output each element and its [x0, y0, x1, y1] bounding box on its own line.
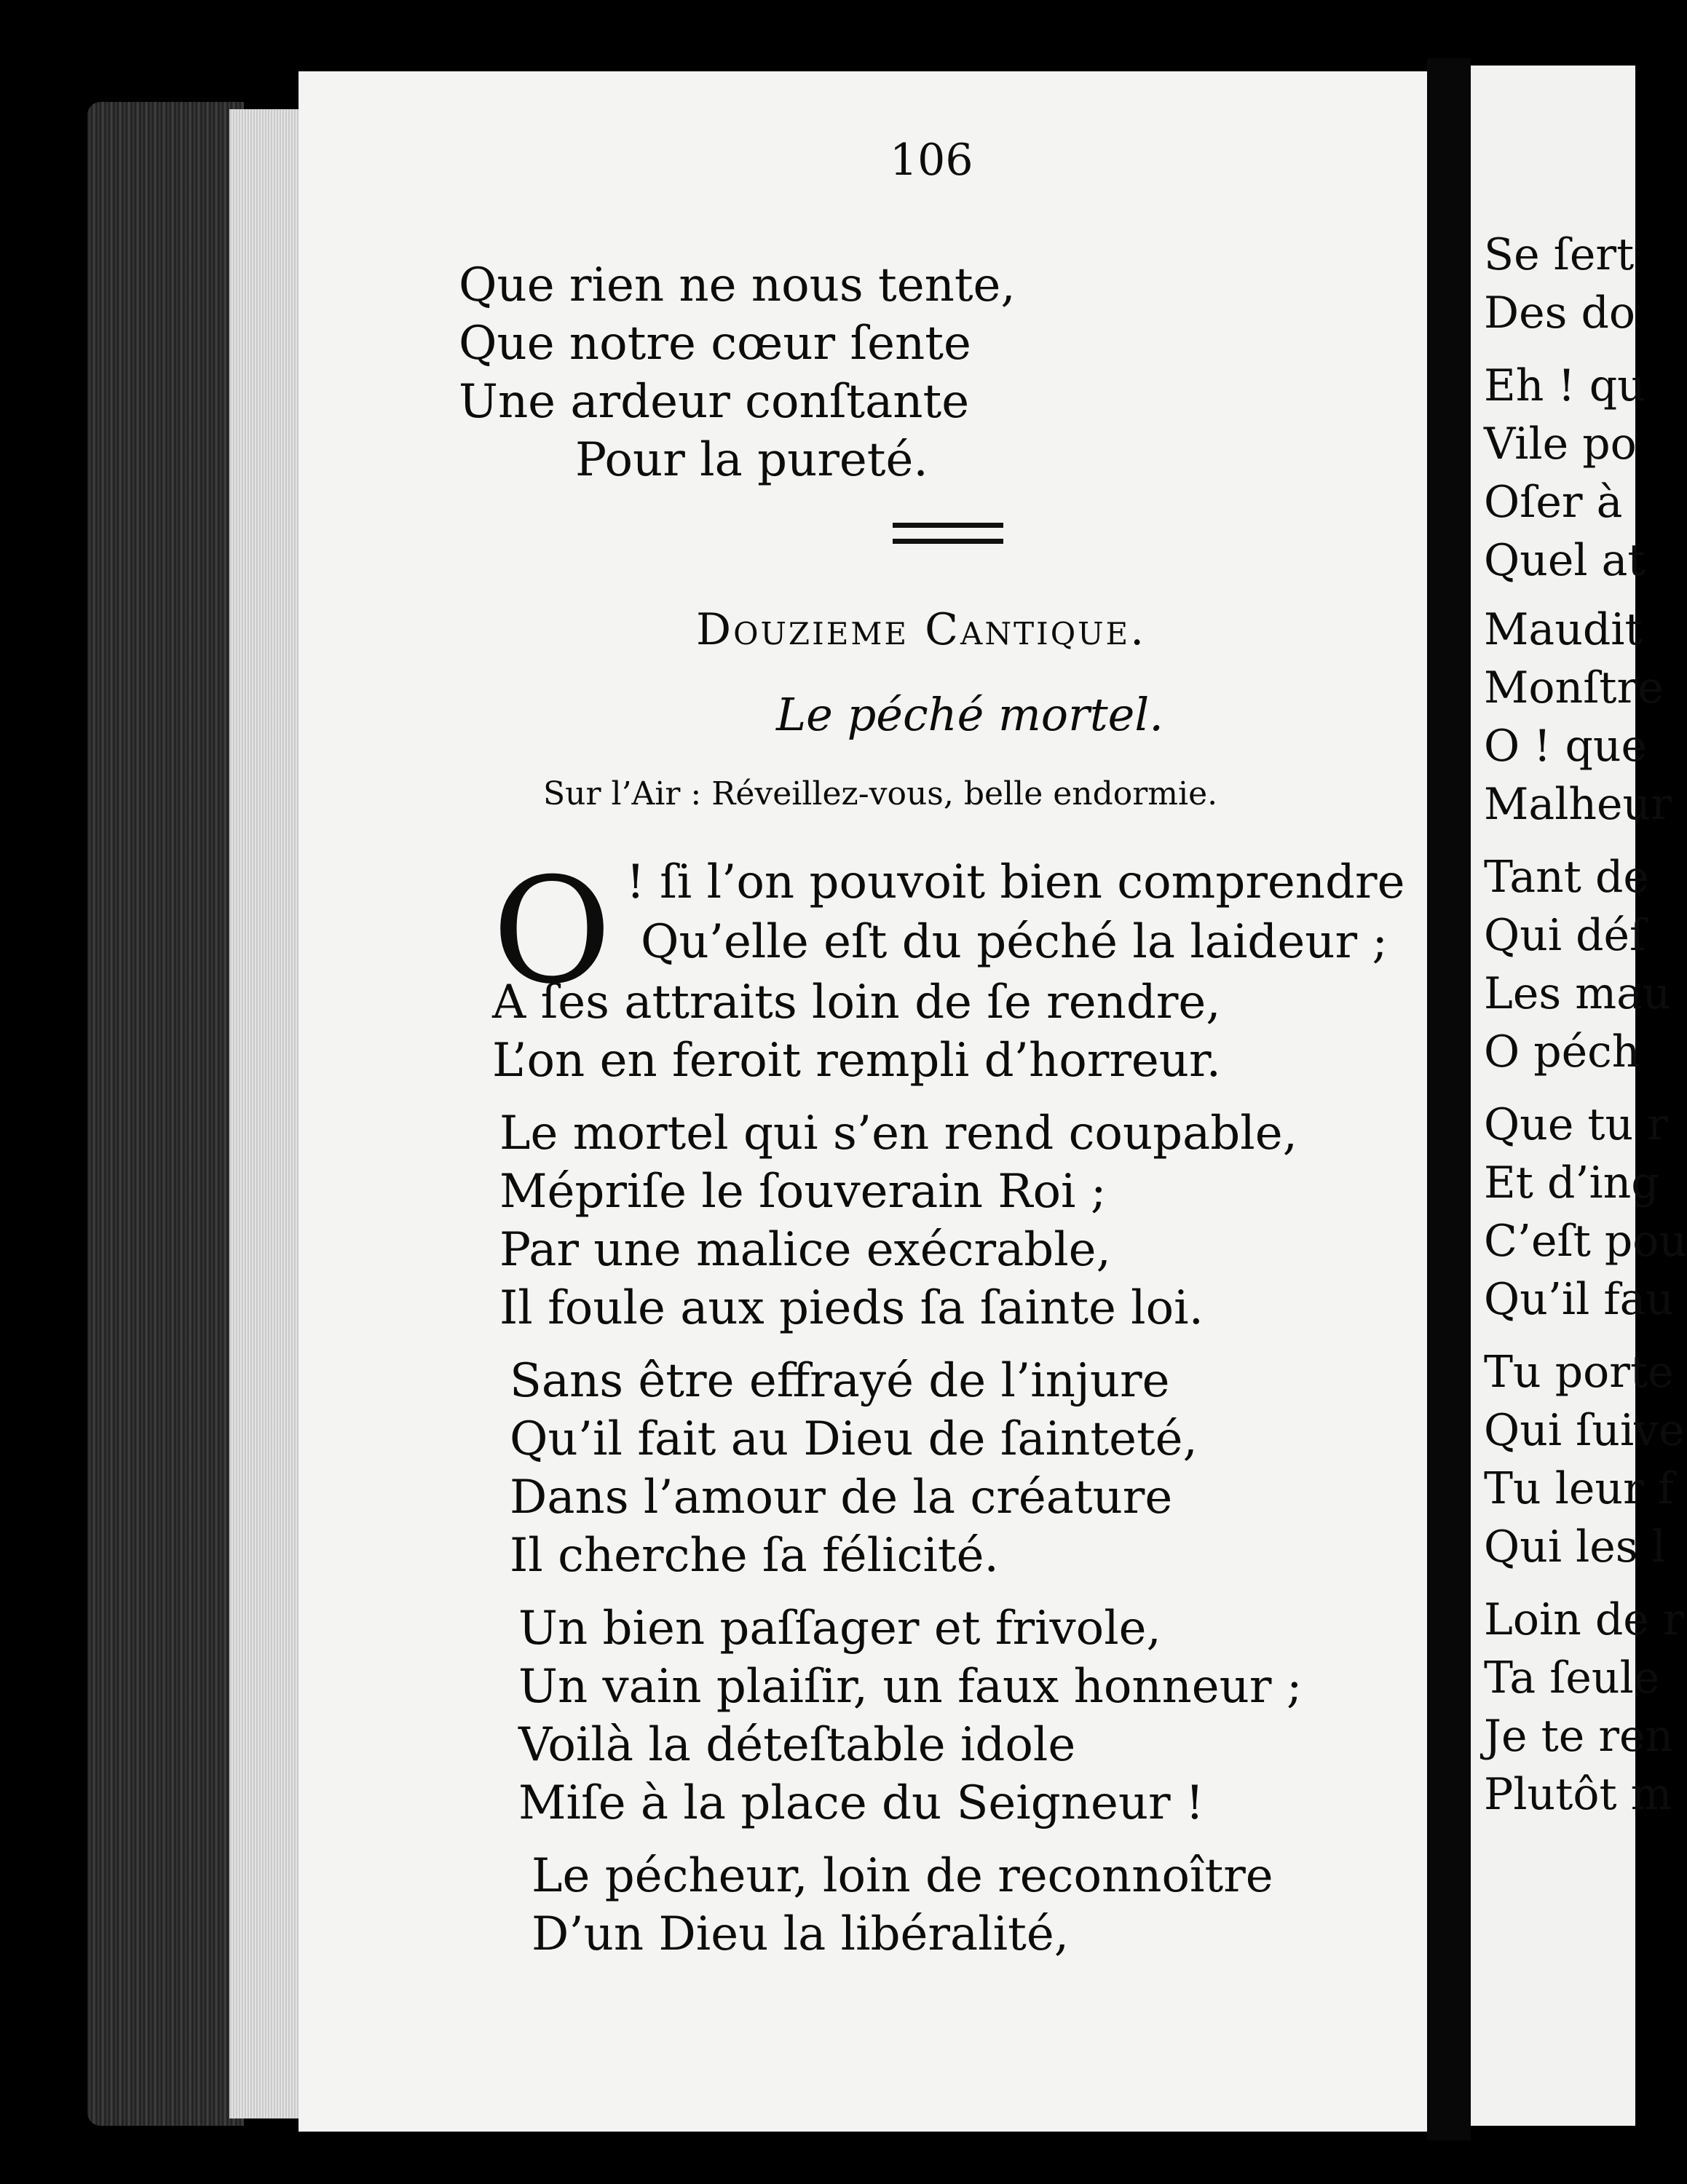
cantique-subtitle: Le péché mortel.: [776, 688, 1163, 741]
opening-line: Une ardeur conſtante: [459, 375, 970, 429]
page-number: 106: [890, 135, 973, 186]
right-page-line: Tu porte: [1484, 1347, 1674, 1398]
right-page-line: Plutôt m: [1484, 1769, 1672, 1820]
right-page-line: Tant de: [1484, 852, 1649, 903]
right-page-line: Que tu r: [1484, 1099, 1668, 1150]
right-page-line: Qui les l: [1484, 1522, 1666, 1572]
right-page-line: O ! que: [1484, 721, 1648, 772]
right-page-line: Oſer à: [1484, 477, 1623, 528]
verse-line: Voilà la déteſtable idole: [518, 1718, 1076, 1772]
verse-line: Le mortel qui s’en rend coupable,: [499, 1107, 1297, 1160]
right-page-line: C’eſt pou: [1484, 1216, 1687, 1267]
right-page-line: Qu’il fau: [1484, 1274, 1674, 1325]
right-page-line: Les mau: [1484, 968, 1671, 1019]
verse-line: D’un Dieu la libéralité,: [532, 1907, 1070, 1961]
right-page-line: Tu leur f: [1484, 1463, 1675, 1514]
drop-cap: O: [492, 847, 612, 1016]
tune-indication: Sur l’Air : Réveillez-vous, belle endormie.: [543, 775, 1218, 812]
verse-line: Par une malice exécrable,: [499, 1223, 1111, 1277]
verse-line: Miſe à la place du Seigneur !: [518, 1776, 1204, 1830]
divider-rule: [893, 523, 1003, 528]
right-page: [1471, 66, 1687, 2126]
right-page-line: Loin de r: [1484, 1594, 1684, 1645]
right-page-line: Maudit: [1484, 604, 1643, 655]
opening-line: Que rien ne nous tente,: [459, 258, 1016, 312]
verse-line: A ſes attraits loin de ſe rendre,: [492, 976, 1221, 1029]
right-page-line: Eh ! qu: [1484, 360, 1645, 411]
cantique-title: Douzieme Cantique.: [696, 604, 1147, 655]
right-page-line: Malheur: [1484, 779, 1672, 830]
verse-line: ! ſi l’on pouvoit bien comprendre: [626, 855, 1405, 909]
right-page-line: Qui déſ: [1484, 910, 1646, 961]
verse-line: Dans l’amour de la créature: [510, 1471, 1173, 1524]
right-page-line: Qui ſuive: [1484, 1405, 1685, 1456]
verse-line: Sans être effrayé de l’injure: [510, 1354, 1170, 1408]
verse-line: Un bien paſſager et frivole,: [518, 1602, 1161, 1655]
verse-line: Mépriſe le ſouverain Roi ;: [499, 1165, 1107, 1219]
right-page-line: Vile po: [1484, 419, 1637, 470]
verse-line: L’on en feroit rempli d’horreur.: [492, 1034, 1221, 1088]
verse-line: Le pécheur, loin de reconnoître: [532, 1849, 1273, 1903]
right-page-line: Monſtre: [1484, 662, 1664, 713]
right-page-line: Quel at: [1484, 535, 1645, 586]
verse-line: Qu’elle eſt du péché la laideur ;: [641, 915, 1388, 969]
book-spine: [87, 102, 244, 2126]
opening-line: Pour la pureté.: [575, 433, 928, 487]
right-page-line: Se ſert: [1484, 229, 1635, 280]
right-page-line: Et d’ing: [1484, 1158, 1659, 1208]
opening-line: Que notre cœur ſente: [459, 317, 971, 371]
right-page-line: O péch: [1484, 1026, 1640, 1077]
verse-line: Il cherche ſa félicité.: [510, 1529, 999, 1583]
right-page-line: Des do: [1484, 288, 1636, 339]
verse-line: Qu’il fait au Dieu de ſainteté,: [510, 1412, 1198, 1466]
book-gutter: [1427, 58, 1471, 2140]
right-page-line: Je te ren: [1484, 1711, 1674, 1762]
right-page-line: Ta ſeule: [1484, 1653, 1660, 1704]
divider-rule: [893, 539, 1003, 544]
verse-line: Il foule aux pieds ſa ſainte loi.: [499, 1281, 1204, 1335]
verse-line: Un vain plaiſir, un faux honneur ;: [518, 1660, 1303, 1714]
